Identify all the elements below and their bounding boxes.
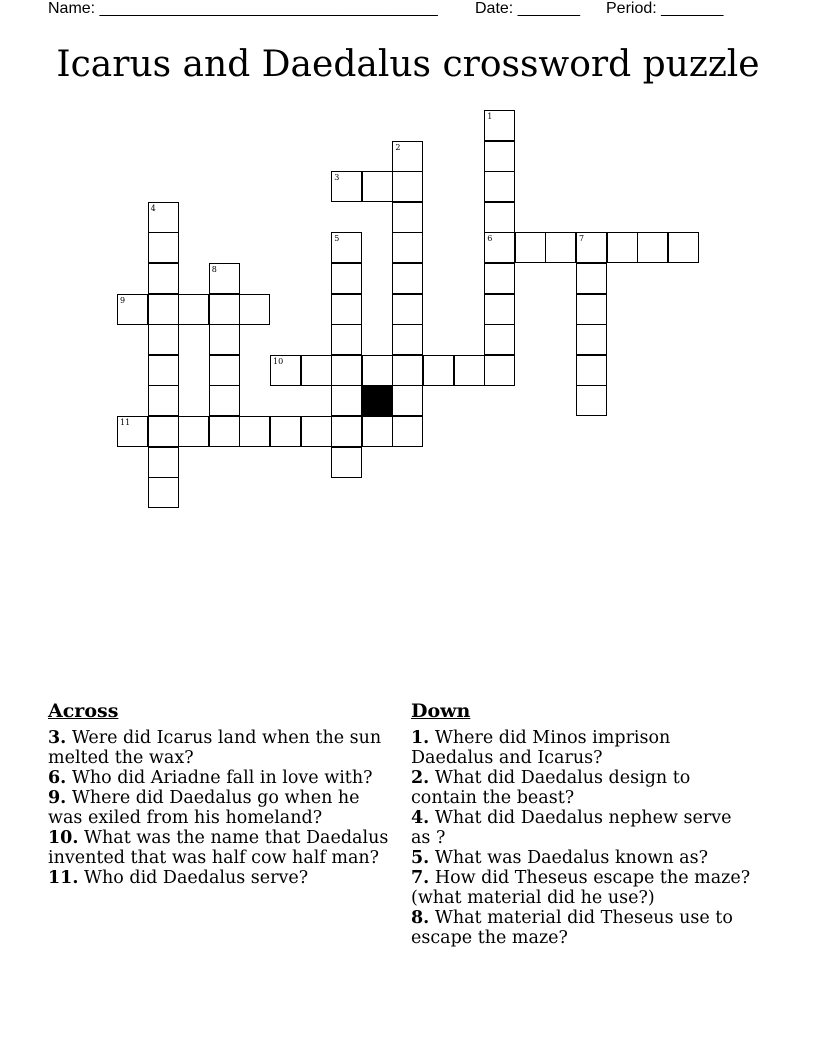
grid-cell[interactable] xyxy=(148,385,179,416)
grid-cell[interactable] xyxy=(148,416,179,447)
grid-cell[interactable] xyxy=(484,324,515,355)
down-clue xyxy=(411,728,756,768)
down-clue-list xyxy=(411,728,756,948)
clue-number: 8 xyxy=(211,265,217,274)
grid-cell[interactable] xyxy=(331,324,362,355)
grid-block xyxy=(362,385,393,416)
down-clues xyxy=(411,700,756,948)
grid-cell[interactable] xyxy=(270,355,301,386)
grid-cell[interactable] xyxy=(209,416,240,447)
grid-cell[interactable] xyxy=(148,202,179,233)
grid-cell[interactable] xyxy=(148,232,179,263)
grid-cell[interactable] xyxy=(117,416,148,447)
grid-cell[interactable] xyxy=(209,355,240,386)
clue-number: 11. xyxy=(48,868,79,888)
across-heading: Across xyxy=(48,700,119,722)
grid-cell[interactable] xyxy=(515,232,546,263)
grid-cell[interactable] xyxy=(331,416,362,447)
grid-cell[interactable] xyxy=(484,355,515,386)
grid-cell[interactable] xyxy=(331,232,362,263)
clue-text: Who did Daedalus serve? xyxy=(78,868,309,888)
clue-number: 10. xyxy=(48,828,79,848)
clue-text: Where did Minos imprison Daedalus and Icarus? xyxy=(411,728,671,768)
across-clues xyxy=(48,700,393,888)
down-clue xyxy=(411,868,756,908)
clue-text: How did Theseus escape the maze? (what material did he use?) xyxy=(411,868,751,908)
grid-cell[interactable] xyxy=(668,232,699,263)
clue-text: Who did Ariadne fall in love with? xyxy=(66,768,373,788)
clue-number: 10 xyxy=(273,356,284,366)
grid-cell[interactable] xyxy=(392,202,423,233)
grid-cell[interactable] xyxy=(392,171,423,202)
clue-number: 1 xyxy=(487,112,493,121)
clue-number: 5 xyxy=(334,234,340,244)
clue-text: What did Daedalus nephew serve as ? xyxy=(411,808,732,848)
grid-cell[interactable] xyxy=(576,355,607,386)
clue-text: Where did Daedalus go when he was exiled from his homeland? xyxy=(48,788,360,828)
grid-cell[interactable] xyxy=(392,294,423,325)
clue-text: What material did Theseus use to escape the maze? xyxy=(411,908,733,948)
grid-cell[interactable] xyxy=(209,385,240,416)
grid-cell[interactable] xyxy=(484,171,515,202)
grid-cell[interactable] xyxy=(117,294,148,325)
clue-number: 7. xyxy=(411,868,430,888)
grid-cell[interactable] xyxy=(484,202,515,233)
across-clue xyxy=(48,768,393,788)
clue-number: 6. xyxy=(48,768,67,788)
across-clue xyxy=(48,788,393,828)
grid-cell[interactable] xyxy=(545,232,576,263)
clue-number: 3. xyxy=(48,728,67,748)
grid-cell[interactable] xyxy=(331,385,362,416)
down-clue xyxy=(411,848,756,868)
clue-number: 8. xyxy=(411,908,430,928)
grid-cell[interactable] xyxy=(148,477,179,508)
across-clue-list xyxy=(48,728,393,888)
grid-cell[interactable] xyxy=(331,355,362,386)
grid-cell[interactable] xyxy=(392,324,423,355)
clue-number: 7 xyxy=(579,234,585,244)
grid-cell[interactable] xyxy=(209,263,240,294)
grid-cell[interactable] xyxy=(392,141,423,172)
clue-text: Were did Icarus land when the sun melted the wax? xyxy=(48,728,382,768)
across-clue xyxy=(48,868,393,888)
clue-text: What was the name that Daedalus invented that was half cow half man? xyxy=(48,828,389,868)
grid-cell[interactable] xyxy=(331,263,362,294)
clue-number: 11 xyxy=(120,418,131,427)
down-clue xyxy=(411,908,756,948)
clue-number: 9. xyxy=(48,788,67,808)
grid-cell[interactable] xyxy=(362,171,393,202)
clue-text: What did Daedalus design to contain the beast? xyxy=(411,768,691,808)
grid-cell[interactable] xyxy=(576,385,607,416)
grid-cell[interactable] xyxy=(331,171,362,202)
grid-cell[interactable] xyxy=(484,232,515,263)
grid-cell[interactable] xyxy=(484,110,515,141)
clue-number: 4 xyxy=(150,203,156,213)
grid-cell[interactable] xyxy=(576,294,607,325)
grid-cell[interactable] xyxy=(362,416,393,447)
grid-cell[interactable] xyxy=(392,385,423,416)
clue-text: What was Daedalus known as? xyxy=(429,848,708,868)
grid-cell[interactable] xyxy=(148,355,179,386)
grid-cell[interactable] xyxy=(484,263,515,294)
clue-number: 2 xyxy=(395,142,401,152)
grid-cell[interactable] xyxy=(392,263,423,294)
grid-cell[interactable] xyxy=(331,447,362,478)
clue-number: 6 xyxy=(487,234,493,244)
clue-number: 2. xyxy=(411,768,430,788)
grid-cell[interactable] xyxy=(148,447,179,478)
grid-cell[interactable] xyxy=(484,141,515,172)
grid-cell[interactable] xyxy=(607,232,638,263)
grid-cell[interactable] xyxy=(239,294,270,325)
grid-cell[interactable] xyxy=(576,232,607,263)
date-field[interactable]: Date: _______ xyxy=(475,0,580,17)
clue-number: 4. xyxy=(411,808,430,828)
down-heading: Down xyxy=(411,700,471,722)
grid-cell[interactable] xyxy=(392,232,423,263)
grid-cell[interactable] xyxy=(209,294,240,325)
grid-cell[interactable] xyxy=(484,294,515,325)
grid-cell[interactable] xyxy=(239,416,270,447)
grid-cell[interactable] xyxy=(637,232,668,263)
grid-cell[interactable] xyxy=(148,324,179,355)
grid-cell[interactable] xyxy=(331,294,362,325)
grid-cell[interactable] xyxy=(392,355,423,386)
name-field[interactable]: Name: ______________________________________ xyxy=(48,0,438,17)
grid-cell[interactable] xyxy=(270,416,301,447)
grid-cell[interactable] xyxy=(148,263,179,294)
clue-number: 5. xyxy=(411,848,430,868)
across-clue xyxy=(48,828,393,868)
grid-cell[interactable] xyxy=(392,416,423,447)
period-field[interactable]: Period: _______ xyxy=(606,0,724,17)
grid-cell[interactable] xyxy=(178,294,209,325)
grid-cell[interactable] xyxy=(362,355,393,386)
clue-number: 9 xyxy=(120,295,126,305)
grid-cell[interactable] xyxy=(576,263,607,294)
down-clue xyxy=(411,808,756,848)
grid-cell[interactable] xyxy=(209,324,240,355)
grid-cell[interactable] xyxy=(148,294,179,325)
page-title: Icarus and Daedalus crossword puzzle xyxy=(56,44,760,85)
across-clue xyxy=(48,728,393,768)
grid-cell[interactable] xyxy=(178,416,209,447)
clue-number: 3 xyxy=(334,173,340,183)
grid-cell[interactable] xyxy=(576,324,607,355)
clue-number: 1. xyxy=(411,728,430,748)
grid-cell[interactable] xyxy=(423,355,454,386)
grid-cell[interactable] xyxy=(301,416,332,447)
down-clue xyxy=(411,768,756,808)
grid-cell[interactable] xyxy=(301,355,332,386)
grid-cell[interactable] xyxy=(454,355,485,386)
